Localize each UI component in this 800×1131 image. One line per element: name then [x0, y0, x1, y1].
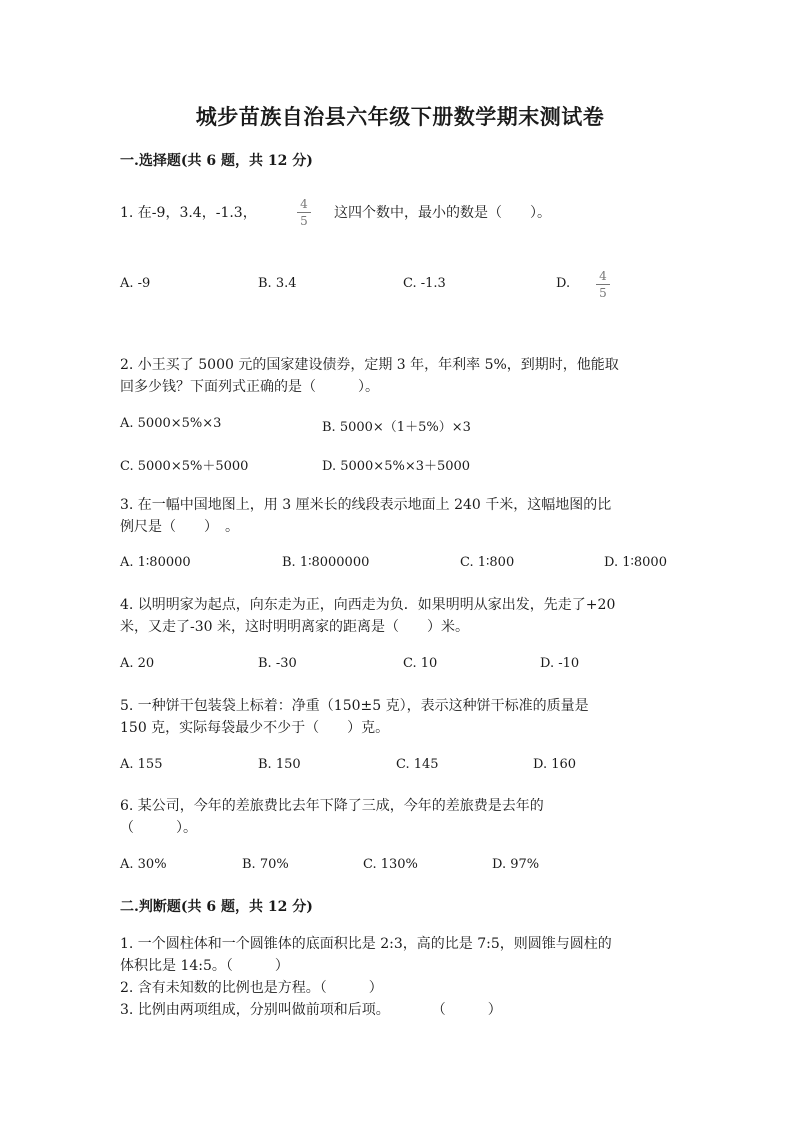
fraction-bar — [297, 212, 311, 213]
question-5-line-1: 5. 一种饼干包装袋上标着：净重（150±5 克），表示这种饼干标准的质量是 — [120, 698, 589, 714]
question-3-option-d[interactable]: D. 1∶8000 — [604, 555, 667, 570]
question-1-option-d[interactable]: D. — [556, 276, 571, 291]
question-2-option-c[interactable]: C. 5000×5%＋5000 — [120, 459, 249, 474]
question-5-option-a[interactable]: A. 155 — [120, 757, 163, 772]
option-d-fraction — [595, 270, 611, 299]
judgment-item-3: 3. 比例由两项组成，分别叫做前项和后项。 （ ） — [120, 1002, 502, 1018]
page-title: 城步苗族自治县六年级下册数学期末测试卷 — [195, 104, 605, 129]
question-2-option-b[interactable]: B. 5000×（1＋5%）×3 — [322, 420, 471, 435]
question-6-option-c[interactable]: C. 130% — [363, 857, 418, 872]
question-4-option-a[interactable]: A. 20 — [120, 656, 155, 671]
question-5-option-c[interactable]: C. 145 — [396, 757, 439, 772]
question-6-option-d[interactable]: D. 97% — [492, 857, 540, 872]
question-6-line-1: 6. 某公司，今年的差旅费比去年下降了三成，今年的差旅费是去年的 — [120, 798, 544, 814]
question-3-line-2: 例尺是（ ） 。 — [120, 519, 239, 535]
question-2-option-a[interactable]: A. 5000×5%×3 — [120, 416, 222, 431]
question-1-option-c[interactable]: C. -1.3 — [403, 276, 446, 291]
question-5-option-b[interactable]: B. 150 — [258, 757, 301, 772]
fraction-bar — [596, 284, 610, 285]
question-6-line-2: （ ）。 — [120, 820, 197, 836]
question-4-option-b[interactable]: B. -30 — [258, 656, 297, 671]
fraction-numerator: 4 — [599, 269, 607, 283]
question-2-line-2: 回多少钱？下面列式正确的是（ ）。 — [120, 379, 379, 395]
question-1-text: 1. 在-9，3.4，-1.3， — [120, 205, 257, 221]
question-4-line-1: 4. 以明明家为起点，向东走为正，向西走为负．如果明明从家出发，先走了+20 — [120, 597, 616, 613]
question-3-line-1: 3. 在一幅中国地图上，用 3 厘米长的线段表示地面上 240 千米，这幅地图的比 — [120, 497, 612, 513]
judgment-item-1-line-2: 体积比是 14:5。（ ） — [120, 958, 289, 974]
question-1-option-a[interactable]: A. -9 — [120, 276, 151, 291]
fraction-denominator: 5 — [300, 214, 308, 228]
question-4-option-c[interactable]: C. 10 — [403, 656, 438, 671]
question-6-option-b[interactable]: B. 70% — [242, 857, 289, 872]
question-2-line-1: 2. 小王买了 5000 元的国家建设债券，定期 3 年，年利率 5%，到期时，他能取 — [120, 357, 619, 373]
fraction-denominator: 5 — [599, 286, 607, 300]
judgment-item-1-line-1: 1. 一个圆柱体和一个圆锥体的底面积比是 2:3，高的比是 7:5，则圆锥与圆柱的 — [120, 936, 612, 952]
question-1-fraction — [296, 198, 312, 227]
question-3-option-b[interactable]: B. 1∶8000000 — [282, 555, 370, 570]
judgment-item-2: 2. 含有未知数的比例也是方程。（ ） — [120, 980, 383, 996]
question-2-option-d[interactable]: D. 5000×5%×3＋5000 — [322, 459, 471, 474]
question-3-option-a[interactable]: A. 1∶80000 — [120, 555, 191, 570]
section-heading-judgment: 二.判断题(共 6 题，共 12 分) — [120, 899, 313, 915]
question-1-option-b[interactable]: B. 3.4 — [258, 276, 297, 291]
question-6-option-a[interactable]: A. 30% — [120, 857, 167, 872]
question-5-line-2: 150 克，实际每袋最少不少于（ ）克。 — [120, 720, 390, 736]
question-3-option-c[interactable]: C. 1∶800 — [460, 555, 515, 570]
question-4-option-d[interactable]: D. -10 — [540, 656, 580, 671]
question-5-option-d[interactable]: D. 160 — [533, 757, 577, 772]
question-4-line-2: 米，又走了-30 米，这时明明离家的距离是（ ）米。 — [120, 619, 469, 635]
question-1-text-after: 这四个数中，最小的数是（ ）。 — [334, 205, 551, 221]
fraction-numerator: 4 — [300, 197, 308, 211]
section-heading-choice: 一.选择题(共 6 题，共 12 分) — [120, 153, 313, 169]
